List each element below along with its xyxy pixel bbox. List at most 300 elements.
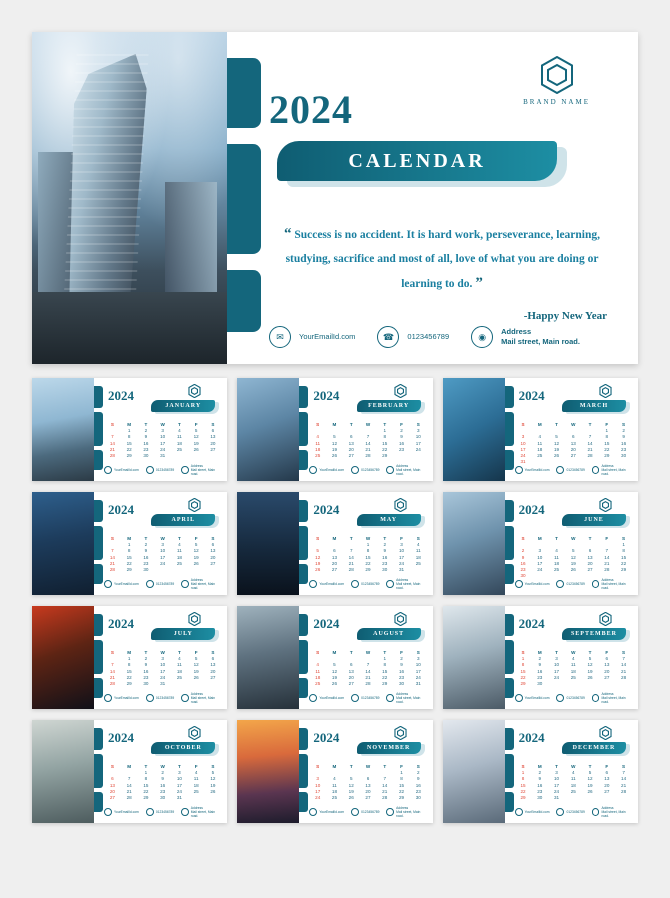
day-cell[interactable]: 25: [315, 681, 321, 687]
day-cell[interactable]: 22: [126, 560, 132, 566]
day-cell[interactable]: 8: [521, 776, 525, 782]
day-cell[interactable]: 10: [537, 554, 543, 560]
day-cell[interactable]: [188, 795, 205, 801]
day-cell[interactable]: 22: [126, 674, 132, 680]
day-cell[interactable]: 23: [621, 446, 627, 452]
day-cell[interactable]: 2: [144, 542, 148, 548]
day-cell[interactable]: 20: [210, 440, 216, 446]
day-cell[interactable]: [188, 681, 205, 687]
day-cell[interactable]: 8: [383, 662, 387, 668]
day-cell[interactable]: 25: [315, 453, 321, 459]
day-cell[interactable]: 3: [555, 770, 558, 776]
day-cell[interactable]: 25: [537, 453, 543, 459]
day-cell[interactable]: [615, 795, 632, 801]
day-cell[interactable]: 27: [604, 788, 610, 794]
day-cell[interactable]: 22: [621, 560, 627, 566]
day-cell[interactable]: [565, 681, 582, 687]
day-cell[interactable]: 7: [605, 548, 609, 554]
day-cell[interactable]: 5: [194, 428, 198, 434]
day-cell[interactable]: 4: [316, 662, 319, 668]
day-cell[interactable]: 13: [604, 776, 610, 782]
day-cell[interactable]: 21: [109, 446, 115, 452]
day-cell[interactable]: 1: [521, 770, 525, 776]
day-cell[interactable]: 14: [382, 782, 388, 788]
day-cell[interactable]: 12: [587, 776, 593, 782]
day-cell[interactable]: 8: [144, 776, 148, 782]
day-cell[interactable]: 22: [604, 446, 610, 452]
day-cell[interactable]: 1: [622, 542, 625, 548]
day-cell[interactable]: 26: [587, 788, 593, 794]
day-cell[interactable]: 22: [365, 560, 371, 566]
day-cell[interactable]: 6: [111, 776, 114, 782]
day-cell[interactable]: 13: [109, 782, 115, 788]
day-cell[interactable]: 3: [161, 428, 164, 434]
day-cell[interactable]: 30: [537, 681, 543, 687]
day-cell[interactable]: 18: [570, 782, 576, 788]
day-cell[interactable]: 17: [315, 788, 321, 794]
day-cell[interactable]: 29: [604, 453, 610, 459]
day-cell[interactable]: 17: [160, 554, 166, 560]
day-cell[interactable]: 29: [621, 567, 627, 573]
day-cell[interactable]: 10: [520, 440, 526, 446]
day-cell[interactable]: 30: [398, 681, 405, 687]
day-cell[interactable]: 21: [365, 446, 371, 452]
day-cell[interactable]: 7: [622, 656, 625, 662]
day-cell[interactable]: 16: [398, 440, 405, 446]
day-cell[interactable]: 19: [193, 554, 199, 560]
day-cell[interactable]: 24: [398, 560, 405, 566]
day-cell[interactable]: 3: [161, 542, 164, 548]
day-cell[interactable]: 29: [126, 453, 132, 459]
day-cell[interactable]: 12: [570, 554, 576, 560]
day-cell[interactable]: [548, 681, 565, 687]
day-cell[interactable]: 19: [210, 782, 216, 788]
day-cell[interactable]: 9: [144, 548, 148, 554]
day-cell[interactable]: [582, 795, 599, 801]
day-cell[interactable]: 15: [520, 782, 526, 788]
day-cell[interactable]: 24: [415, 446, 421, 452]
day-cell[interactable]: 1: [383, 656, 387, 662]
day-cell[interactable]: 14: [587, 440, 593, 446]
day-cell[interactable]: 5: [194, 542, 198, 548]
day-cell[interactable]: 16: [382, 554, 388, 560]
day-cell[interactable]: 31: [176, 795, 182, 801]
day-cell[interactable]: 11: [177, 434, 182, 440]
day-cell[interactable]: 4: [416, 542, 420, 548]
day-cell[interactable]: [565, 795, 582, 801]
day-cell[interactable]: [205, 567, 222, 573]
day-cell[interactable]: 8: [127, 662, 131, 668]
day-cell[interactable]: 16: [621, 440, 627, 446]
day-cell[interactable]: 10: [176, 776, 182, 782]
day-cell[interactable]: 11: [570, 662, 576, 668]
day-cell[interactable]: 29: [143, 795, 149, 801]
day-cell[interactable]: 26: [210, 788, 216, 794]
day-cell[interactable]: 7: [383, 776, 387, 782]
day-cell[interactable]: 9: [144, 662, 148, 668]
day-cell[interactable]: 4: [572, 656, 575, 662]
day-cell[interactable]: 12: [331, 440, 338, 446]
day-cell[interactable]: 24: [160, 674, 166, 680]
day-cell[interactable]: 26: [331, 453, 338, 459]
day-cell[interactable]: 30: [621, 453, 627, 459]
day-cell[interactable]: 2: [400, 656, 403, 662]
day-cell[interactable]: 17: [160, 440, 166, 446]
day-cell[interactable]: 9: [622, 434, 625, 440]
day-cell[interactable]: 4: [178, 428, 181, 434]
day-cell[interactable]: 6: [588, 548, 592, 554]
day-cell[interactable]: 11: [315, 440, 321, 446]
day-cell[interactable]: 12: [193, 548, 199, 554]
day-cell[interactable]: 13: [210, 434, 216, 440]
day-cell[interactable]: 8: [622, 548, 625, 554]
day-cell[interactable]: 27: [210, 560, 216, 566]
day-cell[interactable]: 27: [210, 446, 216, 452]
day-cell[interactable]: 27: [365, 795, 371, 801]
day-cell[interactable]: 5: [349, 776, 353, 782]
day-cell[interactable]: 29: [520, 795, 526, 801]
day-cell[interactable]: 10: [398, 548, 405, 554]
day-cell[interactable]: 12: [210, 776, 216, 782]
day-cell[interactable]: [171, 681, 188, 687]
day-cell[interactable]: 4: [572, 770, 575, 776]
day-cell[interactable]: 21: [587, 446, 593, 452]
day-cell[interactable]: 9: [161, 776, 164, 782]
day-cell[interactable]: 5: [316, 548, 319, 554]
day-cell[interactable]: 24: [537, 567, 543, 573]
day-cell[interactable]: [205, 795, 222, 801]
day-cell[interactable]: 19: [315, 560, 321, 566]
day-cell[interactable]: 11: [177, 662, 182, 668]
day-cell[interactable]: 23: [415, 788, 421, 794]
day-cell[interactable]: 13: [331, 554, 338, 560]
day-cell[interactable]: 11: [554, 554, 559, 560]
day-cell[interactable]: 1: [605, 428, 609, 434]
day-cell[interactable]: 6: [605, 770, 609, 776]
day-cell[interactable]: 12: [193, 662, 199, 668]
day-cell[interactable]: 26: [553, 453, 560, 459]
day-cell[interactable]: 1: [127, 428, 131, 434]
day-cell[interactable]: 23: [143, 674, 149, 680]
day-cell[interactable]: 26: [193, 560, 199, 566]
day-cell[interactable]: [154, 567, 171, 573]
day-cell[interactable]: 28: [365, 453, 371, 459]
day-cell[interactable]: 2: [416, 770, 420, 776]
day-cell[interactable]: 23: [537, 788, 543, 794]
day-cell[interactable]: 17: [520, 446, 526, 452]
day-cell[interactable]: 9: [416, 776, 420, 782]
day-cell[interactable]: 9: [400, 434, 403, 440]
day-cell[interactable]: 7: [366, 434, 370, 440]
day-cell[interactable]: 18: [537, 446, 543, 452]
day-cell[interactable]: 26: [331, 681, 338, 687]
day-cell[interactable]: 6: [605, 656, 609, 662]
day-cell[interactable]: 14: [126, 782, 132, 788]
day-cell[interactable]: 13: [604, 662, 610, 668]
day-cell[interactable]: 26: [570, 567, 576, 573]
day-cell[interactable]: 1: [127, 542, 131, 548]
day-cell[interactable]: 10: [160, 434, 166, 440]
day-cell[interactable]: 16: [160, 782, 166, 788]
day-cell[interactable]: 20: [331, 560, 338, 566]
day-cell[interactable]: 20: [587, 560, 593, 566]
day-cell[interactable]: 22: [398, 788, 405, 794]
day-cell[interactable]: 8: [127, 548, 131, 554]
day-cell[interactable]: 24: [520, 453, 526, 459]
day-cell[interactable]: 8: [366, 548, 370, 554]
day-cell[interactable]: 24: [415, 674, 421, 680]
day-cell[interactable]: 4: [333, 776, 336, 782]
day-cell[interactable]: 10: [315, 782, 321, 788]
day-cell[interactable]: 24: [176, 788, 182, 794]
day-cell[interactable]: 28: [621, 788, 627, 794]
day-cell[interactable]: 26: [315, 567, 321, 573]
day-cell[interactable]: 25: [415, 560, 421, 566]
day-cell[interactable]: [205, 453, 222, 459]
day-cell[interactable]: 7: [588, 434, 592, 440]
day-cell[interactable]: 15: [604, 440, 610, 446]
day-cell[interactable]: [615, 681, 632, 687]
day-cell[interactable]: 17: [415, 668, 421, 674]
day-cell[interactable]: 6: [211, 656, 215, 662]
day-cell[interactable]: 26: [587, 674, 593, 680]
day-cell[interactable]: [393, 453, 410, 459]
day-cell[interactable]: 27: [604, 674, 610, 680]
day-cell[interactable]: 9: [538, 776, 542, 782]
day-cell[interactable]: 6: [349, 434, 353, 440]
day-cell[interactable]: 7: [111, 662, 114, 668]
day-cell[interactable]: 20: [604, 668, 610, 674]
day-cell[interactable]: 3: [178, 770, 181, 776]
day-cell[interactable]: 14: [109, 554, 115, 560]
day-cell[interactable]: 28: [587, 453, 593, 459]
day-cell[interactable]: 11: [415, 548, 421, 554]
day-cell[interactable]: 2: [144, 428, 148, 434]
day-cell[interactable]: 5: [194, 656, 198, 662]
day-cell[interactable]: 29: [365, 567, 371, 573]
day-cell[interactable]: 5: [333, 662, 336, 668]
day-cell[interactable]: [205, 681, 222, 687]
day-cell[interactable]: 15: [126, 668, 132, 674]
day-cell[interactable]: 27: [210, 674, 216, 680]
day-cell[interactable]: 19: [570, 560, 576, 566]
day-cell[interactable]: 3: [416, 656, 420, 662]
day-cell[interactable]: 25: [331, 795, 338, 801]
day-cell[interactable]: 1: [366, 542, 370, 548]
day-cell[interactable]: 7: [127, 776, 131, 782]
day-cell[interactable]: 30: [160, 795, 166, 801]
day-cell[interactable]: 31: [520, 459, 526, 465]
day-cell[interactable]: 26: [348, 795, 354, 801]
day-cell[interactable]: 19: [193, 440, 199, 446]
day-cell[interactable]: 7: [111, 548, 114, 554]
day-cell[interactable]: 18: [553, 560, 560, 566]
day-cell[interactable]: 21: [604, 560, 610, 566]
day-cell[interactable]: [410, 453, 427, 459]
day-cell[interactable]: 28: [365, 681, 371, 687]
day-cell[interactable]: 19: [553, 446, 560, 452]
day-cell[interactable]: 30: [382, 567, 388, 573]
day-cell[interactable]: 6: [366, 776, 370, 782]
day-cell[interactable]: 18: [315, 674, 321, 680]
day-cell[interactable]: 27: [109, 795, 115, 801]
day-cell[interactable]: 3: [538, 548, 542, 554]
day-cell[interactable]: 3: [161, 656, 164, 662]
day-cell[interactable]: 21: [621, 668, 627, 674]
day-cell[interactable]: 27: [348, 453, 354, 459]
day-cell[interactable]: 12: [315, 554, 321, 560]
day-cell[interactable]: 21: [621, 782, 627, 788]
day-cell[interactable]: 5: [572, 548, 575, 554]
day-cell[interactable]: 1: [400, 770, 403, 776]
day-cell[interactable]: 29: [398, 795, 405, 801]
day-cell[interactable]: 25: [176, 674, 182, 680]
day-cell[interactable]: 30: [415, 795, 421, 801]
day-cell[interactable]: 17: [176, 782, 182, 788]
day-cell[interactable]: 7: [349, 548, 353, 554]
day-cell[interactable]: 11: [332, 782, 337, 788]
day-cell[interactable]: 28: [382, 795, 388, 801]
day-cell[interactable]: 10: [415, 662, 421, 668]
day-cell[interactable]: 24: [553, 788, 560, 794]
day-cell[interactable]: 30: [143, 453, 149, 459]
day-cell[interactable]: 8: [383, 434, 387, 440]
day-cell[interactable]: 17: [553, 668, 560, 674]
day-cell[interactable]: 6: [211, 542, 215, 548]
day-cell[interactable]: 20: [348, 446, 354, 452]
day-cell[interactable]: 5: [211, 770, 215, 776]
day-cell[interactable]: 12: [348, 782, 354, 788]
day-cell[interactable]: [171, 567, 188, 573]
day-cell[interactable]: [582, 681, 599, 687]
day-cell[interactable]: 8: [521, 662, 525, 668]
day-cell[interactable]: 25: [193, 788, 199, 794]
day-cell[interactable]: 22: [143, 788, 149, 794]
day-cell[interactable]: 18: [176, 668, 182, 674]
day-cell[interactable]: 19: [331, 674, 338, 680]
day-cell[interactable]: 15: [143, 782, 149, 788]
day-cell[interactable]: 12: [553, 440, 560, 446]
day-cell[interactable]: 22: [382, 674, 388, 680]
day-cell[interactable]: 28: [109, 453, 115, 459]
day-cell[interactable]: 19: [331, 446, 338, 452]
day-cell[interactable]: 23: [398, 446, 405, 452]
day-cell[interactable]: 13: [348, 668, 354, 674]
day-cell[interactable]: 13: [210, 662, 216, 668]
day-cell[interactable]: 28: [126, 795, 132, 801]
day-cell[interactable]: 18: [415, 554, 421, 560]
day-cell[interactable]: 28: [109, 567, 115, 573]
day-cell[interactable]: 19: [193, 668, 199, 674]
day-cell[interactable]: 9: [400, 662, 403, 668]
day-cell[interactable]: 15: [382, 440, 388, 446]
day-cell[interactable]: 30: [537, 795, 543, 801]
day-cell[interactable]: 31: [415, 681, 421, 687]
day-cell[interactable]: 18: [176, 554, 182, 560]
day-cell[interactable]: 11: [570, 776, 576, 782]
day-cell[interactable]: 17: [398, 554, 405, 560]
day-cell[interactable]: 16: [520, 560, 526, 566]
day-cell[interactable]: 5: [555, 434, 558, 440]
day-cell[interactable]: 1: [144, 770, 148, 776]
day-cell[interactable]: 12: [193, 434, 199, 440]
day-cell[interactable]: 13: [210, 548, 216, 554]
day-cell[interactable]: 2: [144, 656, 148, 662]
day-cell[interactable]: 16: [143, 554, 149, 560]
day-cell[interactable]: 3: [521, 434, 525, 440]
day-cell[interactable]: 16: [537, 782, 543, 788]
day-cell[interactable]: 30: [143, 681, 149, 687]
day-cell[interactable]: 28: [109, 681, 115, 687]
day-cell[interactable]: 18: [315, 446, 321, 452]
day-cell[interactable]: 9: [538, 662, 542, 668]
day-cell[interactable]: 28: [348, 567, 354, 573]
day-cell[interactable]: 4: [555, 548, 558, 554]
day-cell[interactable]: 2: [400, 428, 403, 434]
day-cell[interactable]: [410, 567, 427, 573]
day-cell[interactable]: 30: [520, 573, 526, 579]
day-cell[interactable]: 21: [348, 560, 354, 566]
day-cell[interactable]: 2: [383, 542, 387, 548]
day-cell[interactable]: 11: [177, 548, 182, 554]
day-cell[interactable]: 20: [210, 668, 216, 674]
day-cell[interactable]: 11: [315, 668, 321, 674]
day-cell[interactable]: 13: [587, 554, 593, 560]
day-cell[interactable]: [188, 567, 205, 573]
day-cell[interactable]: 15: [520, 668, 526, 674]
day-cell[interactable]: 1: [521, 656, 525, 662]
day-cell[interactable]: 26: [193, 446, 199, 452]
day-cell[interactable]: 1: [383, 428, 387, 434]
day-cell[interactable]: 16: [415, 782, 421, 788]
day-cell[interactable]: 4: [538, 434, 542, 440]
day-cell[interactable]: 10: [160, 548, 166, 554]
day-cell[interactable]: 12: [331, 668, 338, 674]
day-cell[interactable]: 9: [383, 548, 387, 554]
day-cell[interactable]: 24: [160, 560, 166, 566]
day-cell[interactable]: 25: [553, 567, 560, 573]
day-cell[interactable]: 10: [415, 434, 421, 440]
day-cell[interactable]: 14: [109, 668, 115, 674]
day-cell[interactable]: 18: [176, 440, 182, 446]
day-cell[interactable]: 9: [521, 554, 525, 560]
day-cell[interactable]: 27: [331, 567, 338, 573]
day-cell[interactable]: 5: [588, 770, 592, 776]
day-cell[interactable]: 26: [193, 674, 199, 680]
day-cell[interactable]: 28: [621, 674, 627, 680]
day-cell[interactable]: 24: [553, 674, 560, 680]
day-cell[interactable]: 2: [538, 770, 542, 776]
day-cell[interactable]: 25: [570, 674, 576, 680]
day-cell[interactable]: 23: [520, 567, 526, 573]
day-cell[interactable]: 15: [398, 782, 405, 788]
day-cell[interactable]: 28: [604, 567, 610, 573]
day-cell[interactable]: 6: [211, 428, 215, 434]
day-cell[interactable]: [598, 795, 615, 801]
day-cell[interactable]: 18: [331, 788, 338, 794]
day-cell[interactable]: 2: [161, 770, 164, 776]
day-cell[interactable]: 8: [605, 434, 609, 440]
day-cell[interactable]: 21: [109, 560, 115, 566]
day-cell[interactable]: 3: [416, 428, 420, 434]
day-cell[interactable]: 3: [400, 542, 403, 548]
day-cell[interactable]: 11: [537, 440, 543, 446]
day-cell[interactable]: 14: [348, 554, 354, 560]
day-cell[interactable]: 19: [587, 782, 593, 788]
day-cell[interactable]: 20: [365, 788, 371, 794]
day-cell[interactable]: 10: [553, 662, 560, 668]
day-cell[interactable]: 22: [520, 674, 526, 680]
